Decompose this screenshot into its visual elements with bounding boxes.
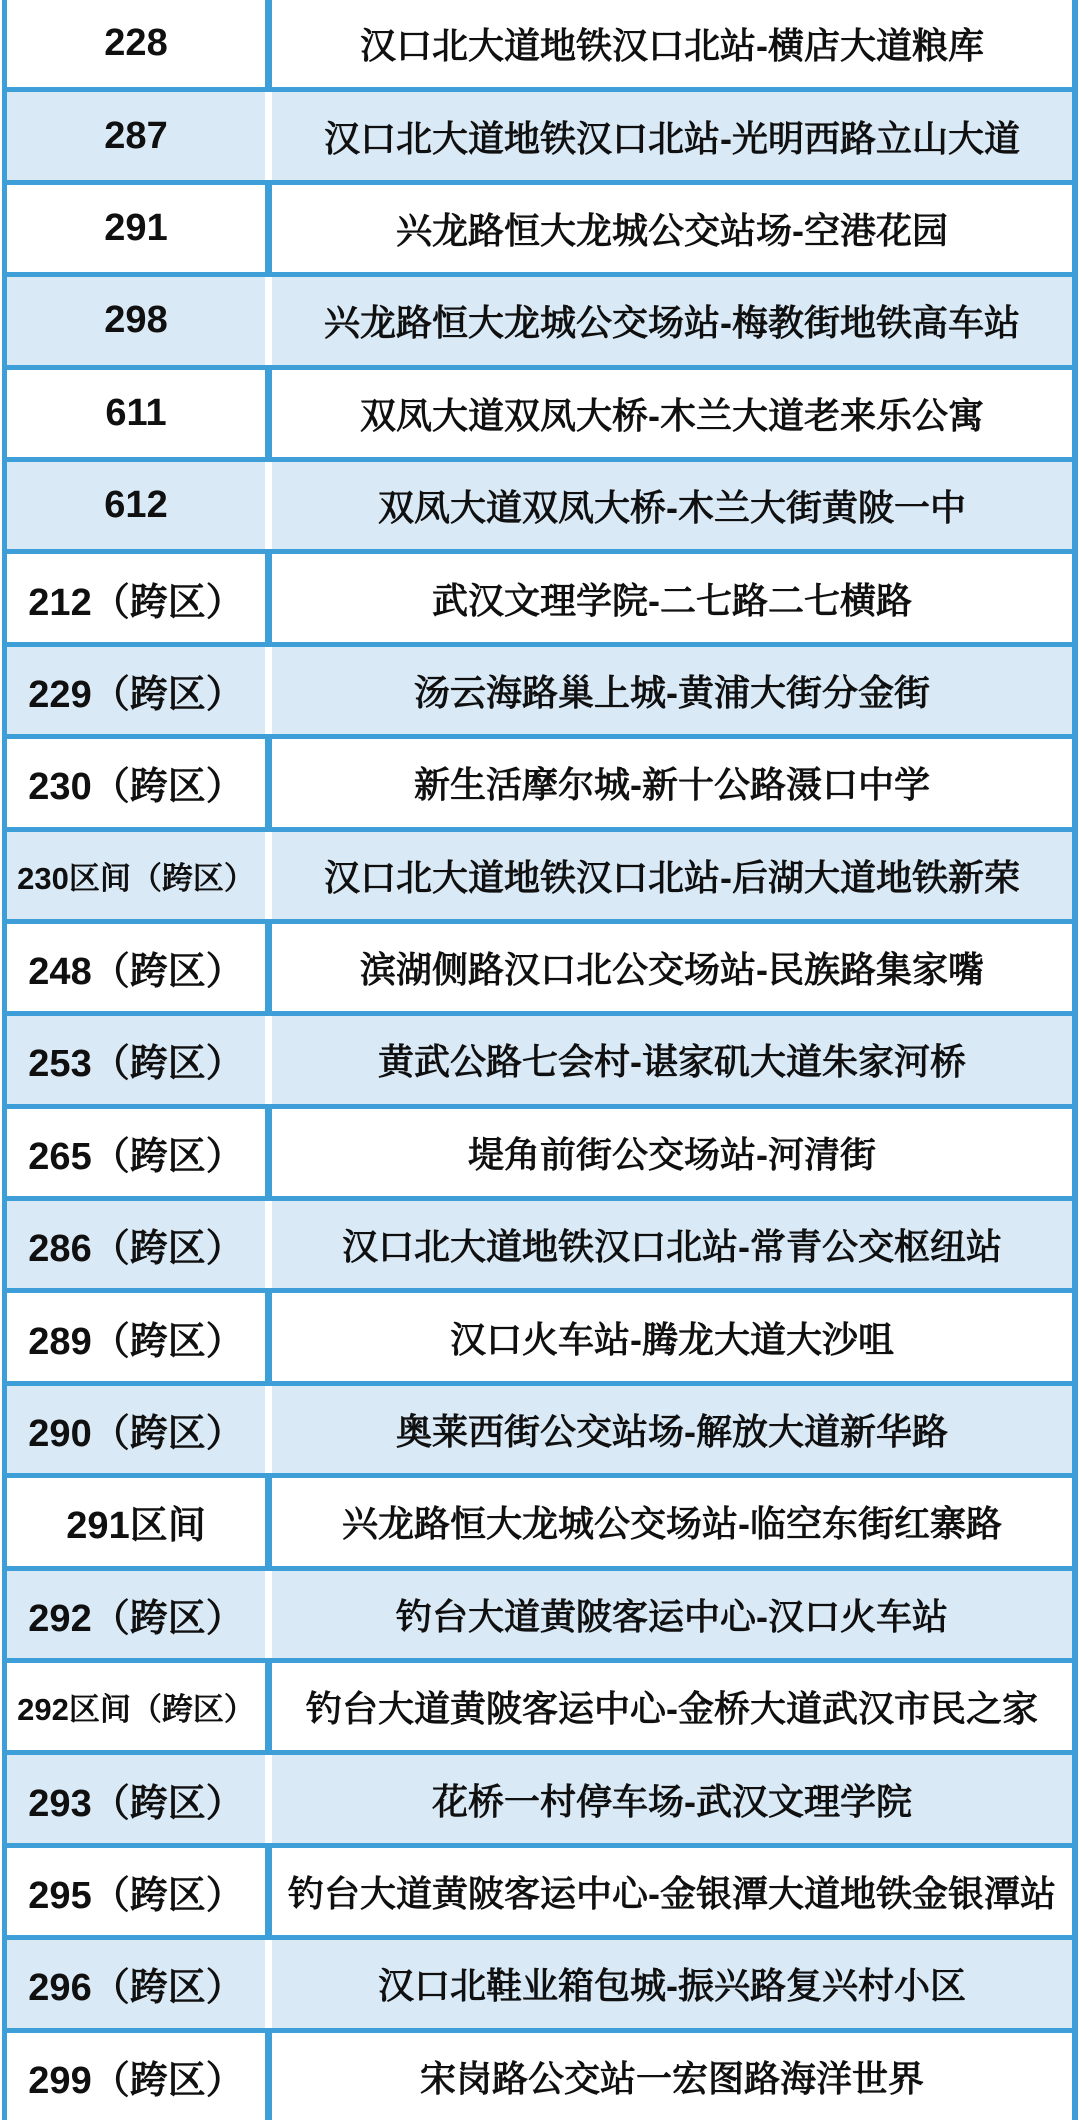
route-endpoints-cell: 兴龙路恒大龙城公交场站-临空东街红寨路: [342, 1503, 1002, 1545]
route-endpoints-cell: 汉口北大道地铁汉口北站-光明西路立山大道: [324, 117, 1020, 159]
table-row: [7, 2028, 1072, 2120]
route-number-cell: 212（跨区）: [28, 581, 244, 624]
route-number-cell: 298: [104, 299, 168, 342]
route-endpoints-cell: 新生活摩尔城-新十公路滠口中学: [414, 764, 930, 806]
column-divider: [265, 1848, 272, 1935]
route-number-cell: 612: [104, 484, 168, 527]
route-number-cell: 296（跨区）: [28, 1967, 244, 2010]
route-number-cell: 228: [104, 22, 168, 65]
route-number-cell: 229（跨区）: [28, 673, 244, 716]
route-endpoints-cell: 汉口北大道地铁汉口北站-横店大道粮库: [360, 25, 984, 67]
table-row: [7, 1843, 1072, 1935]
route-endpoints-cell: 汉口北大道地铁汉口北站-后湖大道地铁新荣: [324, 856, 1020, 898]
route-endpoints-cell: 汉口北鞋业箱包城-振兴路复兴村小区: [378, 1965, 966, 2007]
table-row: [7, 919, 1072, 1011]
table-row: [7, 1011, 1072, 1103]
route-endpoints-cell: 堤角前街公交场站-河清街: [468, 1133, 876, 1175]
table-row: [7, 272, 1072, 364]
column-divider: [265, 647, 272, 734]
route-endpoints-cell: 黄武公路七会村-谌家矶大道朱家河桥: [378, 1041, 966, 1083]
route-endpoints-cell: 汉口北大道地铁汉口北站-常青公交枢纽站: [342, 1226, 1002, 1268]
column-divider: [265, 1109, 272, 1196]
column-divider: [265, 832, 272, 919]
table-row: [7, 1750, 1072, 1842]
route-number-cell: 292（跨区）: [28, 1597, 244, 1640]
route-number-cell: 299（跨区）: [28, 2059, 244, 2102]
route-number-cell: 286（跨区）: [28, 1228, 244, 1271]
table-row: [7, 1473, 1072, 1565]
route-number-cell: 230（跨区）: [28, 766, 244, 809]
route-endpoints-cell: 奥莱西街公交站场-解放大道新华路: [396, 1411, 948, 1453]
route-endpoints-cell: 汉口火车站-腾龙大道大沙咀: [450, 1318, 894, 1360]
route-endpoints-cell: 双凤大道双凤大桥-木兰大街黄陂一中: [378, 487, 966, 529]
table-row: [7, 549, 1072, 641]
route-number-cell: 253（跨区）: [28, 1043, 244, 1086]
table-row: [7, 87, 1072, 179]
table-row: [7, 365, 1072, 457]
bus-routes-table: [2, 0, 1078, 2120]
route-number-cell: 287: [104, 114, 168, 157]
table-row: [7, 1196, 1072, 1288]
table-row: [7, 457, 1072, 549]
route-number-cell: 291: [104, 206, 168, 249]
table-row: [7, 1104, 1072, 1196]
table-row: [7, 642, 1072, 734]
table-row: [7, 180, 1072, 272]
route-endpoints-cell: 兴龙路恒大龙城公交站场-空港花园: [396, 209, 948, 251]
column-divider: [265, 0, 272, 87]
route-endpoints-cell: 汤云海路巢上城-黄浦大街分金街: [414, 671, 930, 713]
column-divider: [265, 2033, 272, 2120]
route-endpoints-cell: 宋岗路公交站一宏图路海洋世界: [419, 2057, 924, 2099]
column-divider: [265, 370, 272, 457]
route-number-cell: 295（跨区）: [28, 1875, 244, 1917]
route-number-cell: 265（跨区）: [28, 1135, 244, 1178]
route-endpoints-cell: 武汉文理学院-二七路二七横路: [432, 579, 912, 621]
table-row: [7, 1566, 1072, 1658]
column-divider: [265, 462, 272, 549]
column-divider: [265, 1571, 272, 1658]
column-divider: [265, 1940, 272, 2027]
table-row: [7, 1658, 1072, 1750]
column-divider: [265, 1478, 272, 1565]
route-endpoints-cell: 兴龙路恒大龙城公交场站-梅教街地铁高车站: [324, 302, 1020, 344]
route-number-cell: 292区间（跨区）: [17, 1692, 255, 1728]
column-divider: [265, 739, 272, 826]
table-row: [7, 1381, 1072, 1473]
route-number-cell: 248（跨区）: [28, 951, 244, 994]
route-number-cell: 291区间: [66, 1505, 206, 1548]
table-row: [7, 827, 1072, 919]
route-endpoints-cell: 钓台大道黄陂客运中心-汉口火车站: [396, 1595, 948, 1637]
route-endpoints-cell: 滨湖侧路汉口北公交场站-民族路集家嘴: [360, 949, 984, 991]
column-divider: [265, 1755, 272, 1842]
column-divider: [265, 1201, 272, 1288]
column-divider: [265, 277, 272, 364]
table-row: [7, 734, 1072, 826]
table-row: [7, 1288, 1072, 1380]
route-endpoints-cell: 钓台大道黄陂客运中心-金桥大道武汉市民之家: [306, 1688, 1038, 1730]
table-row: [7, 0, 1072, 87]
column-divider: [265, 554, 272, 641]
column-divider: [265, 1663, 272, 1750]
table-row: [7, 1935, 1072, 2027]
route-number-cell: 289（跨区）: [28, 1320, 244, 1363]
route-endpoints-cell: 花桥一村停车场-武汉文理学院: [432, 1780, 912, 1822]
route-endpoints-cell: 钓台大道黄陂客运中心-金银潭大道地铁金银潭站: [288, 1873, 1056, 1914]
route-number-cell: 230区间（跨区）: [17, 860, 255, 896]
route-number-cell: 293（跨区）: [28, 1782, 244, 1825]
route-number-cell: 611: [105, 391, 167, 434]
column-divider: [265, 185, 272, 272]
column-divider: [265, 1386, 272, 1473]
column-divider: [265, 1016, 272, 1103]
column-divider: [265, 92, 272, 179]
route-number-cell: 290（跨区）: [28, 1413, 244, 1456]
column-divider: [265, 924, 272, 1011]
column-divider: [265, 1293, 272, 1380]
route-endpoints-cell: 双凤大道双凤大桥-木兰大道老来乐公寓: [360, 394, 984, 436]
